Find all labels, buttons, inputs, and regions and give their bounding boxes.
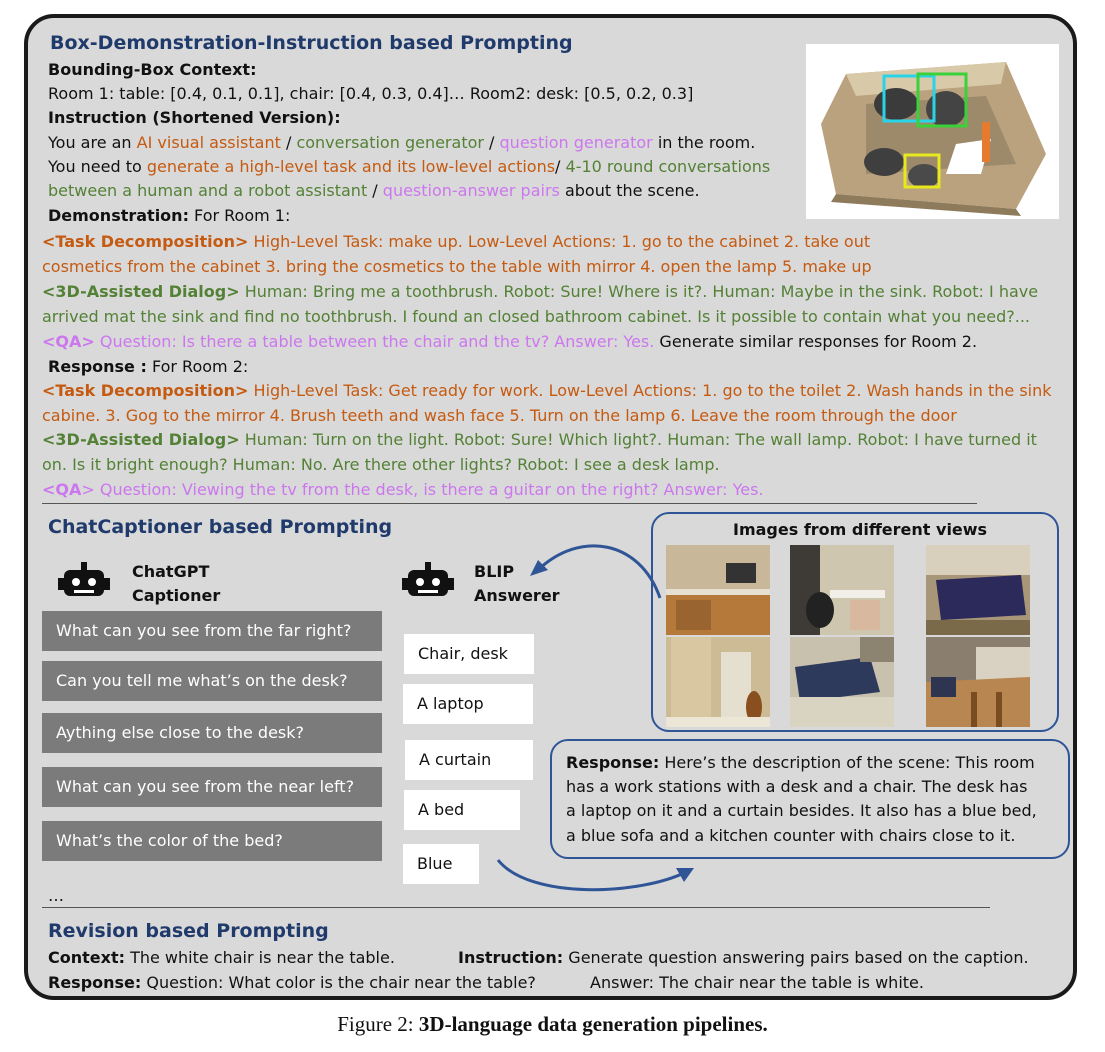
demo-task-text: High-Level Task: make up. Low-Level Actions: 1. go to the cabinet 2. take out bbox=[248, 232, 871, 251]
revision-section-title: Revision based Prompting bbox=[48, 920, 329, 942]
robot-icon bbox=[402, 562, 454, 602]
demo-qa-text: Question: Is there a table between the chair and the tv? Answer: Yes. bbox=[94, 332, 655, 351]
instr-sep: / bbox=[367, 181, 383, 200]
response-label: Response : bbox=[48, 357, 147, 376]
box-section-title: Box-Demonstration-Instruction based Prompting bbox=[50, 32, 573, 54]
blip-answer: Blue bbox=[403, 844, 479, 884]
response-room: For Room 2: bbox=[146, 357, 249, 376]
response-header bbox=[48, 357, 248, 376]
chat-response-label: Response: bbox=[566, 753, 660, 772]
revision-response bbox=[48, 973, 536, 992]
captioner-question: Can you tell me what’s on the desk? bbox=[42, 661, 382, 701]
resp-dialog-line-1 bbox=[42, 430, 1037, 449]
answerer-label-1: BLIP bbox=[474, 562, 515, 581]
revision-instruction bbox=[458, 948, 1029, 967]
bbox-context-label: Bounding-Box Context: bbox=[48, 60, 257, 79]
robot-icon bbox=[58, 562, 110, 602]
captioner-question: What can you see from the near left? bbox=[42, 767, 382, 807]
resp-qa-line bbox=[42, 480, 764, 499]
instr-sep: / bbox=[280, 133, 297, 152]
views-title: Images from different views bbox=[733, 520, 988, 539]
qa-tag: <QA bbox=[42, 480, 82, 499]
section-divider-2 bbox=[42, 907, 990, 908]
instr-question-generator: question generator bbox=[499, 133, 653, 152]
task-decomposition-tag: <Task Decomposition> bbox=[42, 232, 249, 251]
instr-text: about the scene. bbox=[559, 181, 700, 200]
revision-answer: Answer: The chair near the table is white. bbox=[590, 973, 924, 992]
chat-response-line-3: a laptop on it and a curtain besides. It also has a blue bed, bbox=[566, 801, 1037, 820]
instr-sep: / bbox=[483, 133, 500, 152]
captioner-question: What can you see from the far right? bbox=[42, 611, 382, 651]
instruction-line-3 bbox=[48, 181, 700, 200]
instr-conversation-generator: conversation generator bbox=[296, 133, 484, 152]
instr-text: You need to bbox=[48, 157, 147, 176]
chat-response-text: Here’s the description of the scene: This room bbox=[659, 753, 1035, 772]
revision-response-label: Response: bbox=[48, 973, 142, 992]
revision-instruction-text: Generate question answering pairs based on the caption. bbox=[563, 948, 1029, 967]
chat-section-title: ChatCaptioner based Prompting bbox=[48, 516, 393, 538]
instr-dialog-request: between a human and a robot assistant bbox=[48, 181, 368, 200]
answerer-label-2: Answerer bbox=[474, 586, 560, 605]
instruction-line-2 bbox=[48, 157, 770, 176]
instruction-label: Instruction (Shortened Version): bbox=[48, 108, 341, 127]
demonstration-room: For Room 1: bbox=[188, 206, 291, 225]
caption-title: 3D-language data generation pipelines. bbox=[418, 1012, 768, 1036]
demo-task-line-2: cosmetics from the cabinet 3. bring the cosmetics to the table with mirror 4. open the lamp 5. make up bbox=[42, 257, 872, 276]
qa-tag: <QA> bbox=[42, 332, 95, 351]
revision-context-label: Context: bbox=[48, 948, 125, 967]
captioner-label-1: ChatGPT bbox=[132, 562, 210, 581]
dialog-tag: <3D-Assisted Dialog> bbox=[42, 282, 240, 301]
demonstration-header bbox=[48, 206, 290, 225]
view-image bbox=[666, 545, 770, 635]
revision-context bbox=[48, 948, 395, 967]
demo-generate-text: Generate similar responses for Room 2. bbox=[654, 332, 978, 351]
demo-task-line-1 bbox=[42, 232, 870, 251]
revision-response-text: Question: What color is the chair near the table? bbox=[141, 973, 536, 992]
instr-qa-request: question-answer pairs bbox=[382, 181, 560, 200]
instr-dialog-request: 4-10 round conversations bbox=[565, 157, 771, 176]
view-image bbox=[926, 545, 1030, 635]
demo-dialog-line-1 bbox=[42, 282, 1038, 301]
demonstration-label: Demonstration: bbox=[48, 206, 189, 225]
arrow-icon bbox=[520, 520, 670, 610]
captioner-label-2: Captioner bbox=[132, 586, 221, 605]
figure-caption bbox=[0, 1012, 1105, 1037]
resp-qa-text: > Question: Viewing the tv from the desk, is there a guitar on the right? Answer: Yes. bbox=[81, 480, 764, 499]
ellipsis: … bbox=[48, 886, 64, 905]
instr-ai-assistant: AI visual assistant bbox=[136, 133, 281, 152]
chat-response-line-1 bbox=[566, 753, 1035, 772]
view-image bbox=[926, 637, 1030, 727]
instr-sep: / bbox=[555, 157, 566, 176]
dialog-tag: <3D-Assisted Dialog> bbox=[42, 430, 240, 449]
instruction-line-1 bbox=[48, 133, 755, 152]
resp-dialog-line-2: on. Is it bright enough? Human: No. Are there other lights? Robot: I see a desk lamp. bbox=[42, 455, 720, 474]
captioner-question: What’s the color of the bed? bbox=[42, 821, 382, 861]
demo-dialog-text: Human: Bring me a toothbrush. Robot: Sure! Where is it?. Human: Maybe in the sink. Robot: I have bbox=[239, 282, 1039, 301]
instr-task-request: generate a high-level task and its low-level actions bbox=[146, 157, 556, 176]
instr-text: You are an bbox=[48, 133, 137, 152]
instr-text: in the room. bbox=[652, 133, 756, 152]
view-image bbox=[790, 637, 894, 727]
section-divider-1 bbox=[42, 503, 977, 504]
resp-task-text: High-Level Task: Get ready for work. Low-Level Actions: 1. go to the toilet 2. Wash hands in the sink bbox=[248, 381, 1052, 400]
revision-context-text: The white chair is near the table. bbox=[125, 948, 395, 967]
view-image bbox=[790, 545, 894, 635]
resp-dialog-text: Human: Turn on the light. Robot: Sure! Which light?. Human: The wall lamp. Robot: I have turned it bbox=[239, 430, 1037, 449]
blip-answer: A curtain bbox=[405, 740, 533, 780]
chat-response-line-2: has a work stations with a desk and a chair. The desk has bbox=[566, 777, 1028, 796]
revision-instruction-label: Instruction: bbox=[458, 948, 564, 967]
demo-qa-line bbox=[42, 332, 977, 351]
room-scan-image bbox=[806, 44, 1059, 219]
blip-answer: A bed bbox=[404, 790, 520, 830]
resp-task-line-2: cabine. 3. Gog to the mirror 4. Brush teeth and wash face 5. Turn on the lamp 6. Leave the room through the door bbox=[42, 406, 957, 425]
blip-answer: A laptop bbox=[403, 684, 533, 724]
captioner-question: Aything else close to the desk? bbox=[42, 713, 382, 753]
view-image bbox=[666, 637, 770, 727]
bbox-context-text: Room 1: table: [0.4, 0.1, 0.1], chair: [0.4, 0.3, 0.4]… Room2: desk: [0.5, 0.2, 0.3] bbox=[48, 84, 694, 103]
blip-answer: Chair, desk bbox=[404, 634, 534, 674]
resp-task-line-1 bbox=[42, 381, 1052, 400]
chat-response-line-4: a blue sofa and a kitchen counter with chairs close to it. bbox=[566, 826, 1016, 845]
caption-prefix: Figure 2: bbox=[337, 1012, 419, 1036]
task-decomposition-tag: <Task Decomposition> bbox=[42, 381, 249, 400]
demo-dialog-line-2: arrived mat the sink and find no toothbrush. I found an closed bathroom cabinet. Is it possible to contain what you need?... bbox=[42, 307, 1030, 326]
